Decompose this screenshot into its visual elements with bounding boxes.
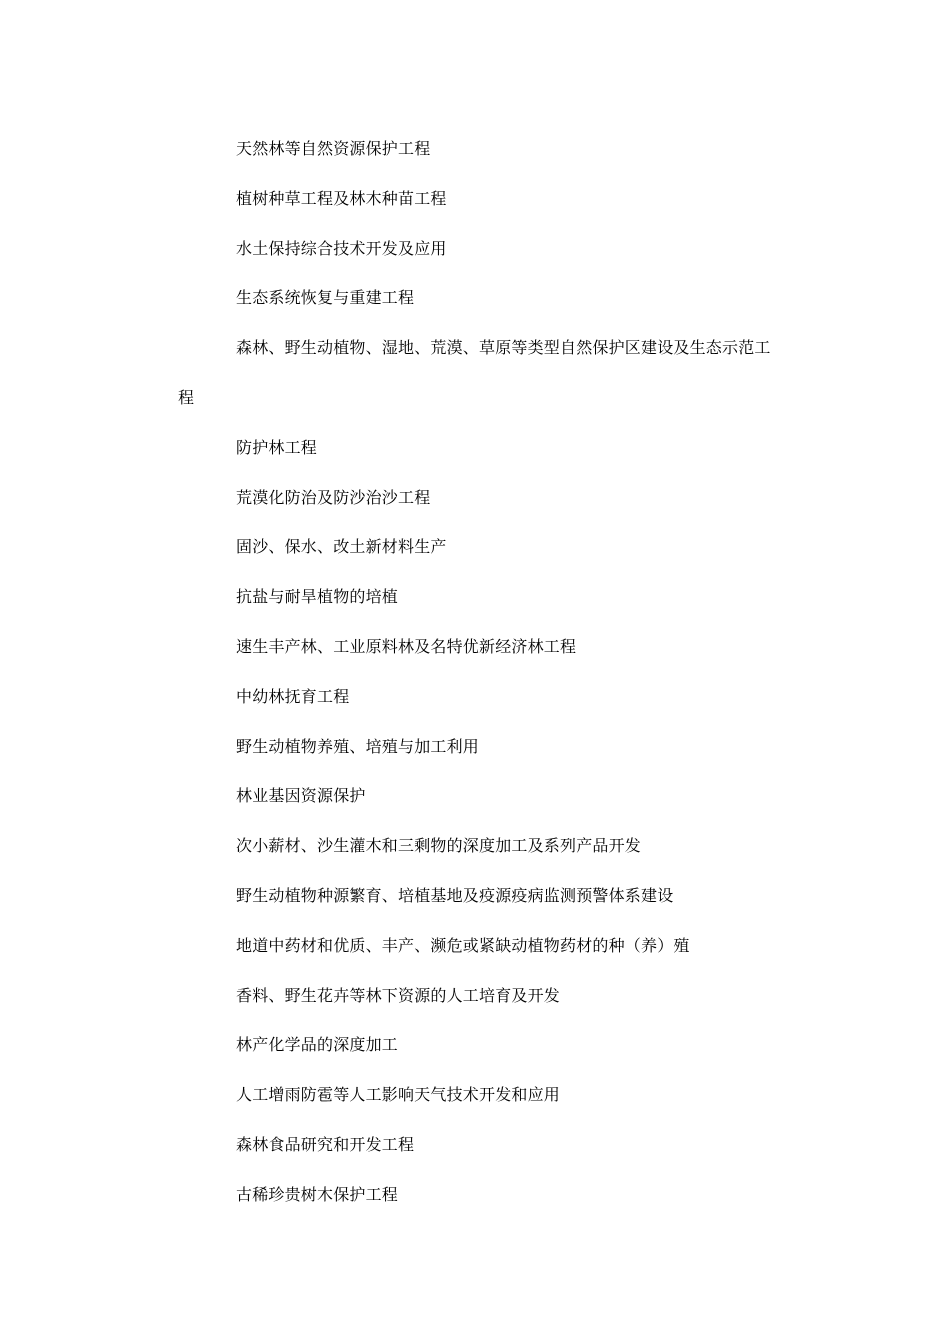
list-item: 人工增雨防雹等人工影响天气技术开发和应用 — [236, 1085, 561, 1105]
list-item: 抗盐与耐旱植物的培植 — [236, 587, 399, 607]
list-item: 野生动植物养殖、培殖与加工利用 — [236, 736, 480, 756]
list-item: 生态系统恢复与重建工程 — [236, 288, 415, 308]
list-item: 森林食品研究和开发工程 — [236, 1134, 415, 1154]
document-body — [178, 124, 778, 1220]
list-item: 中幼林抚育工程 — [236, 686, 350, 706]
list-item: 野生动植物种源繁育、培植基地及疫源疫病监测预警体系建设 — [236, 885, 674, 905]
list-item: 植树种草工程及林木种苗工程 — [236, 188, 447, 208]
list-item: 次小薪材、沙生灌木和三剩物的深度加工及系列产品开发 — [236, 836, 642, 856]
list-item: 速生丰产林、工业原料林及名特优新经济林工程 — [236, 636, 577, 656]
list-item: 林产化学品的深度加工 — [236, 1035, 399, 1055]
list-item: 水土保持综合技术开发及应用 — [236, 238, 447, 258]
list-item: 林业基因资源保护 — [236, 786, 366, 806]
list-item: 天然林等自然资源保护工程 — [236, 139, 431, 158]
list-item: 森林、野生动植物、湿地、荒漠、草原等类型自然保护区建设及生态示范工程 — [178, 338, 771, 407]
list-item: 荒漠化防治及防沙治沙工程 — [236, 487, 431, 507]
list-item: 地道中药材和优质、丰产、濒危或紧缺动植物药材的种（养）殖 — [236, 935, 690, 955]
list-item: 古稀珍贵树木保护工程 — [236, 1184, 399, 1204]
list-item: 防护林工程 — [236, 437, 318, 457]
list-item: 固沙、保水、改土新材料生产 — [236, 537, 447, 557]
list-item: 香料、野生花卉等林下资源的人工培育及开发 — [236, 985, 561, 1005]
